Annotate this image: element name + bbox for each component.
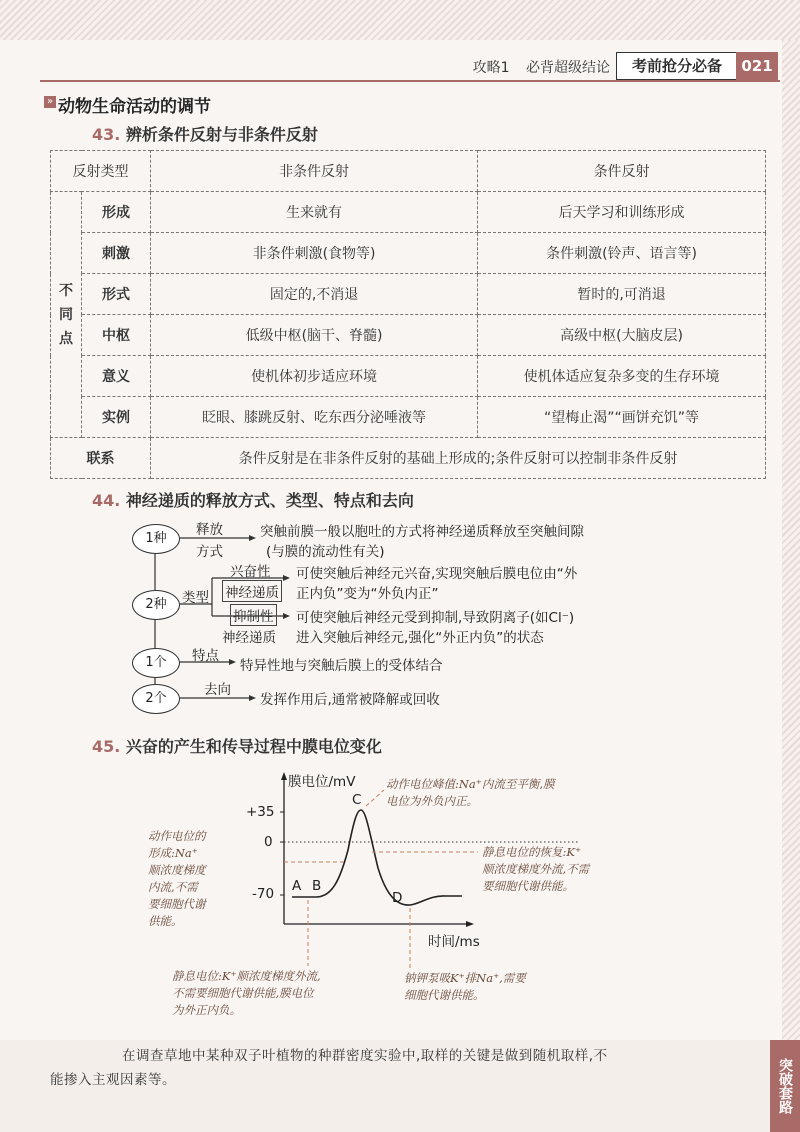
- note-recover-line: 要细胞代谢供能。: [482, 879, 574, 893]
- section-title: 动物生命活动的调节: [58, 97, 211, 117]
- note-form-line: 要细胞代谢: [148, 897, 206, 911]
- type-label: 类型: [182, 590, 209, 606]
- page-number: 021: [736, 52, 778, 81]
- link-text: 条件反射是在非条件反射的基础上形成的;条件反射可以控制非条件反射: [151, 438, 766, 479]
- row-label: 形成: [82, 192, 151, 233]
- release-label-a: 释放: [196, 522, 223, 538]
- x-axis-arrow: [466, 921, 474, 927]
- heading-45-text: 兴奋的产生和传导过程中膜电位变化: [125, 737, 382, 756]
- note-form-line: 形成:Na⁺: [148, 846, 198, 860]
- dest-text: 发挥作用后,通常被降解或回收: [260, 692, 440, 708]
- header-subtitle: 必背超级结论: [526, 60, 610, 76]
- note-form-line: 顺浓度梯度: [148, 863, 206, 877]
- row-label: 实例: [82, 397, 151, 438]
- release-label-b: 方式: [196, 544, 223, 560]
- tick-label-35: +35: [246, 804, 275, 820]
- note-peak-pointer: [366, 790, 384, 806]
- double-chevron-icon: »: [44, 96, 56, 108]
- inhib-text-2: 进入突触后神经元,强化“外正内负”的状态: [296, 630, 544, 646]
- note-rest-line: 为外正内负。: [172, 1003, 241, 1017]
- note-rest-line: 不需要细胞代谢供能,膜电位: [172, 986, 314, 1000]
- node-feature: 1个: [132, 648, 180, 678]
- release-text-2: (与膜的流动性有关): [266, 544, 385, 560]
- footer-tip: [50, 1044, 710, 1092]
- row-label: 形式: [82, 274, 151, 315]
- point-b: B: [312, 878, 322, 894]
- side-tag: 突破套路: [770, 1040, 800, 1132]
- note-form-line: 内流,不需: [148, 880, 198, 894]
- note-rest: [172, 968, 321, 1019]
- note-recover: [482, 844, 589, 895]
- dest-label: 去向: [204, 682, 231, 698]
- note-peak: [386, 776, 555, 810]
- heading-44-num: 44.: [92, 491, 121, 510]
- tick-label-neg70: -70: [252, 886, 275, 902]
- row-label: 意义: [82, 356, 151, 397]
- note-pump-line: 细胞代谢供能。: [404, 988, 485, 1002]
- heading-43-num: 43.: [92, 125, 121, 144]
- feature-label: 特点: [192, 648, 219, 664]
- row-label: 中枢: [82, 315, 151, 356]
- link-label: 联系: [51, 438, 151, 479]
- cell-a: 固定的,不消退: [151, 274, 478, 315]
- cell-a: 生来就有: [151, 192, 478, 233]
- note-pump-line: 钠钾泵吸K⁺排Na⁺,需要: [404, 971, 526, 985]
- note-form: [148, 828, 206, 930]
- heading-44-text: 神经递质的释放方式、类型、特点和去向: [125, 491, 414, 510]
- cell-b: “望梅止渴”“画饼充饥”等: [478, 397, 766, 438]
- heading-45-num: 45.: [92, 737, 121, 756]
- row-label: 刺激: [82, 233, 151, 274]
- heading-43-text: 辨析条件反射与非条件反射: [125, 125, 318, 144]
- point-d: D: [392, 890, 403, 906]
- note-recover-line: 静息电位的恢复:K⁺: [482, 845, 582, 859]
- y-axis-arrow: [281, 772, 287, 780]
- header-type: 反射类型: [51, 151, 151, 192]
- y-axis-label: 膜电位/mV: [288, 774, 356, 790]
- cell-b: 暂时的,可消退: [478, 274, 766, 315]
- inhib-text-1: 可使突触后神经元受到抑制,导致阴离子(如Cl⁻): [296, 610, 575, 626]
- header-unconditioned: 非条件反射: [151, 151, 478, 192]
- note-form-line: 供能。: [148, 914, 183, 928]
- note-pump: [404, 970, 526, 1004]
- diff-label: 不 同 点: [51, 192, 82, 438]
- inhib-label-b: 神经递质: [222, 630, 276, 646]
- node-release: 1种: [132, 524, 180, 554]
- cell-a: 非条件刺激(食物等): [151, 233, 478, 274]
- inhib-label-a: 抑制性: [230, 604, 277, 626]
- excit-text-2: 正内负”变为“外负内正”: [296, 586, 439, 602]
- cell-a: 眨眼、膝跳反射、吃东西分泌唾液等: [151, 397, 478, 438]
- cell-b: 高级中枢(大脑皮层): [478, 315, 766, 356]
- excit-label-b: 神经递质: [222, 580, 282, 602]
- cell-b: 条件刺激(铃声、语言等): [478, 233, 766, 274]
- excit-label-a: 兴奋性: [230, 564, 271, 580]
- note-rest-line: 静息电位:K⁺顺浓度梯度外流,: [172, 969, 321, 983]
- release-text-1: 突触前膜一般以胞吐的方式将神经递质释放至突触间隙: [260, 524, 584, 540]
- cell-b: 使机体适应复杂多变的生存环境: [478, 356, 766, 397]
- tick-label-0: 0: [264, 834, 273, 850]
- point-c: C: [352, 792, 362, 808]
- cell-b: 后天学习和训练形成: [478, 192, 766, 233]
- node-dest: 2个: [132, 684, 180, 714]
- x-axis-label: 时间/ms: [428, 934, 480, 950]
- note-peak-line: 动作电位峰值:Na⁺内流至平衡,膜: [386, 777, 555, 791]
- cell-a: 低级中枢(脑干、脊髓): [151, 315, 478, 356]
- cell-a: 使机体初步适应环境: [151, 356, 478, 397]
- footer-line-2: 能掺入主观因素等。: [50, 1072, 176, 1088]
- point-a: A: [292, 878, 302, 894]
- header-conditioned: 条件反射: [478, 151, 766, 192]
- feature-text: 特异性地与突触后膜上的受体结合: [240, 658, 443, 674]
- excit-text-1: 可使突触后神经元兴奋,实现突触后膜电位由“外: [296, 566, 578, 582]
- note-form-line: 动作电位的: [148, 829, 206, 843]
- node-type: 2种: [132, 590, 180, 620]
- note-peak-line: 电位为外负内正。: [386, 794, 478, 808]
- footer-line-1: 在调查草地中某种双子叶植物的种群密度实验中,取样的关键是做到随机取样,不: [122, 1048, 608, 1064]
- note-recover-line: 顺浓度梯度外流,不需: [482, 862, 590, 876]
- header-section: 攻略1: [472, 60, 510, 76]
- header-badge: 考前抢分必备: [616, 52, 738, 80]
